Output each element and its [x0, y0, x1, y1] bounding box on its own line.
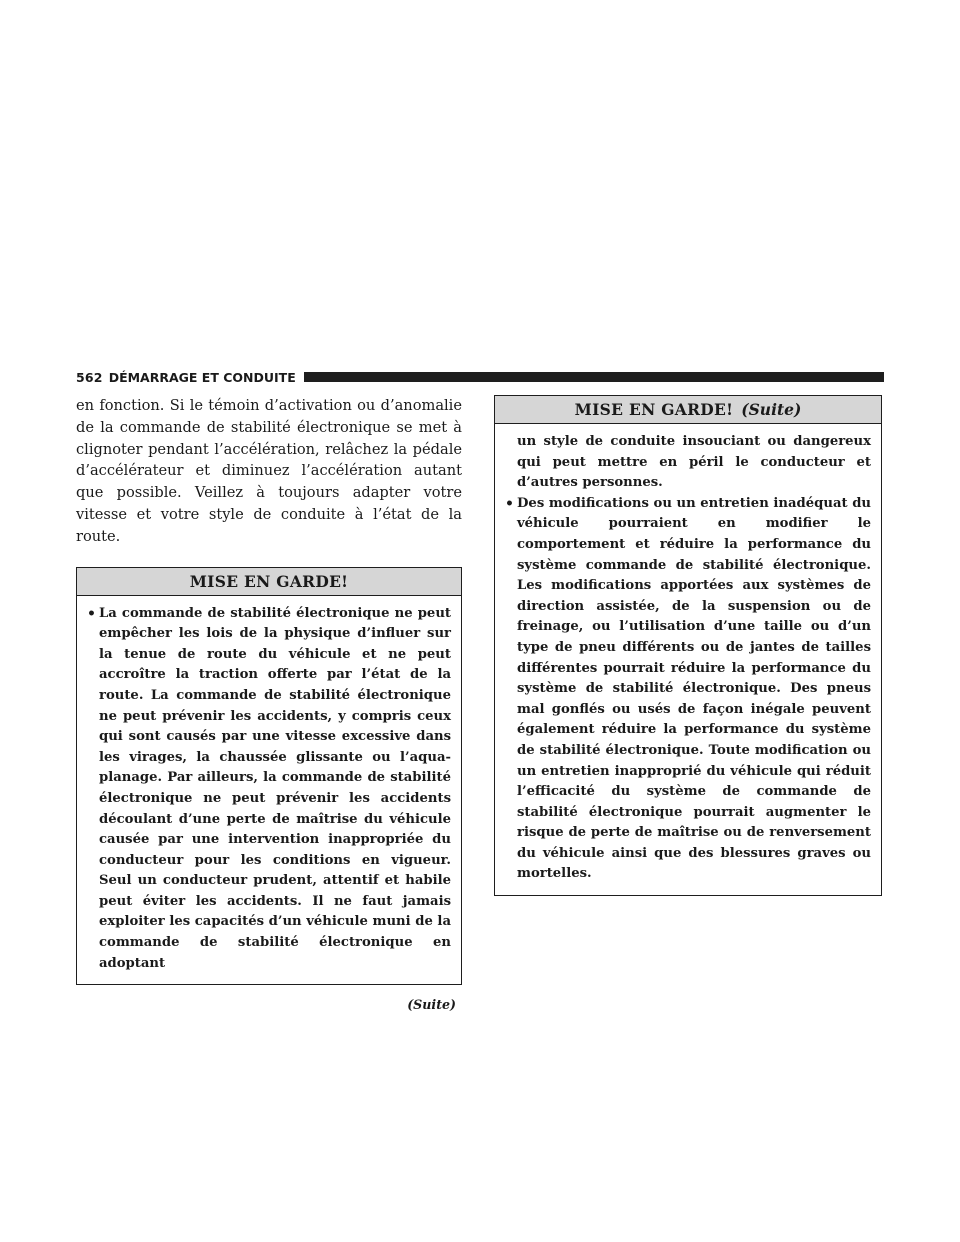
warning-box-continued [494, 395, 882, 896]
warning-body-continued [495, 424, 881, 895]
warning-continuation-text: un style de conduite insouciant ou dangereux qui peut mettre en péril le conducteur et d’autres personnes. [517, 434, 871, 491]
warning-title [77, 568, 461, 596]
right-column [494, 395, 882, 896]
intro-paragraph: en fonction. Si le témoin d’activation ou d’anomalie de la commande de stabilité électronique se met à clignoter pendant l’accélération, relâchez la pédale d’accélérateur et diminuez l’accélération autant que possible. Veillez à toujours adapter votre vitesse et votre style de conduite à l’état de la route. [76, 397, 462, 545]
warning-bullet [87, 604, 451, 975]
warning-bullet-text: La commande de stabilité électronique ne peut empêcher les lois de la physique d’influer sur la tenue de route du véhicule et ne peut accroître la traction offerte par l’état de la route. La commande de stabilité électronique ne peut prévenir les accidents, y compris ceux qui sont causés par une vitesse excessive dans les virages, la chaussée glissante ou l’aquaplanage. Par ailleurs, la commande de stabilité électronique ne peut prévenir les accidents découlant d’une perte de maîtrise du véhicule causée par une intervention inappropriée du conducteur pour les conditions en vigueur. Seul un conducteur prudent, attentif et habile peut éviter les accidents. Il ne faut jamais exploiter les capacités d’un véhicule muni de la commande de stabilité électronique en adoptant [99, 605, 451, 971]
warning-body [77, 596, 461, 985]
left-column [76, 395, 462, 1012]
warning-title-text: MISE EN GARDE! [574, 400, 734, 419]
warning-bullet-text: Des modifications ou un entretien inadéquat du véhicule pourraient en modifier le comportement et réduire la performance du système commande de stabilité électronique. Les modifications apportées aux systèmes de direction assistée, de la suspension ou de freinage, ou l’utilisation d’une taille ou d’un type de pneu différents ou de jantes de tailles différentes pourrait réduire la performance du système de stabilité électronique. Des pneus mal gonflés ou usés de façon inégale peuvent également réduire la performance du système de stabilité électronique. Toute modification ou un entretien inapproprié du véhicule qui réduit l’efficacité du système de commande de stabilité électronique pourrait augmenter le risque de perte de maîtrise ou de renversement du véhicule ainsi que des blessures graves ou mortelles. [517, 495, 871, 882]
page-number: 562 [76, 369, 103, 385]
header-rule [304, 372, 884, 382]
continued-note: (Suite) [407, 997, 456, 1013]
warning-title-continued [495, 396, 881, 424]
warning-title-suffix: (Suite) [741, 400, 802, 419]
warning-bullet [505, 494, 871, 885]
bullet-icon: • [505, 495, 514, 512]
section-title: DÉMARRAGE ET CONDUITE [108, 369, 296, 385]
warning-title-text: MISE EN GARDE! [189, 571, 349, 591]
bullet-icon: • [87, 605, 96, 622]
page-header [76, 368, 884, 386]
warning-box [76, 567, 462, 986]
